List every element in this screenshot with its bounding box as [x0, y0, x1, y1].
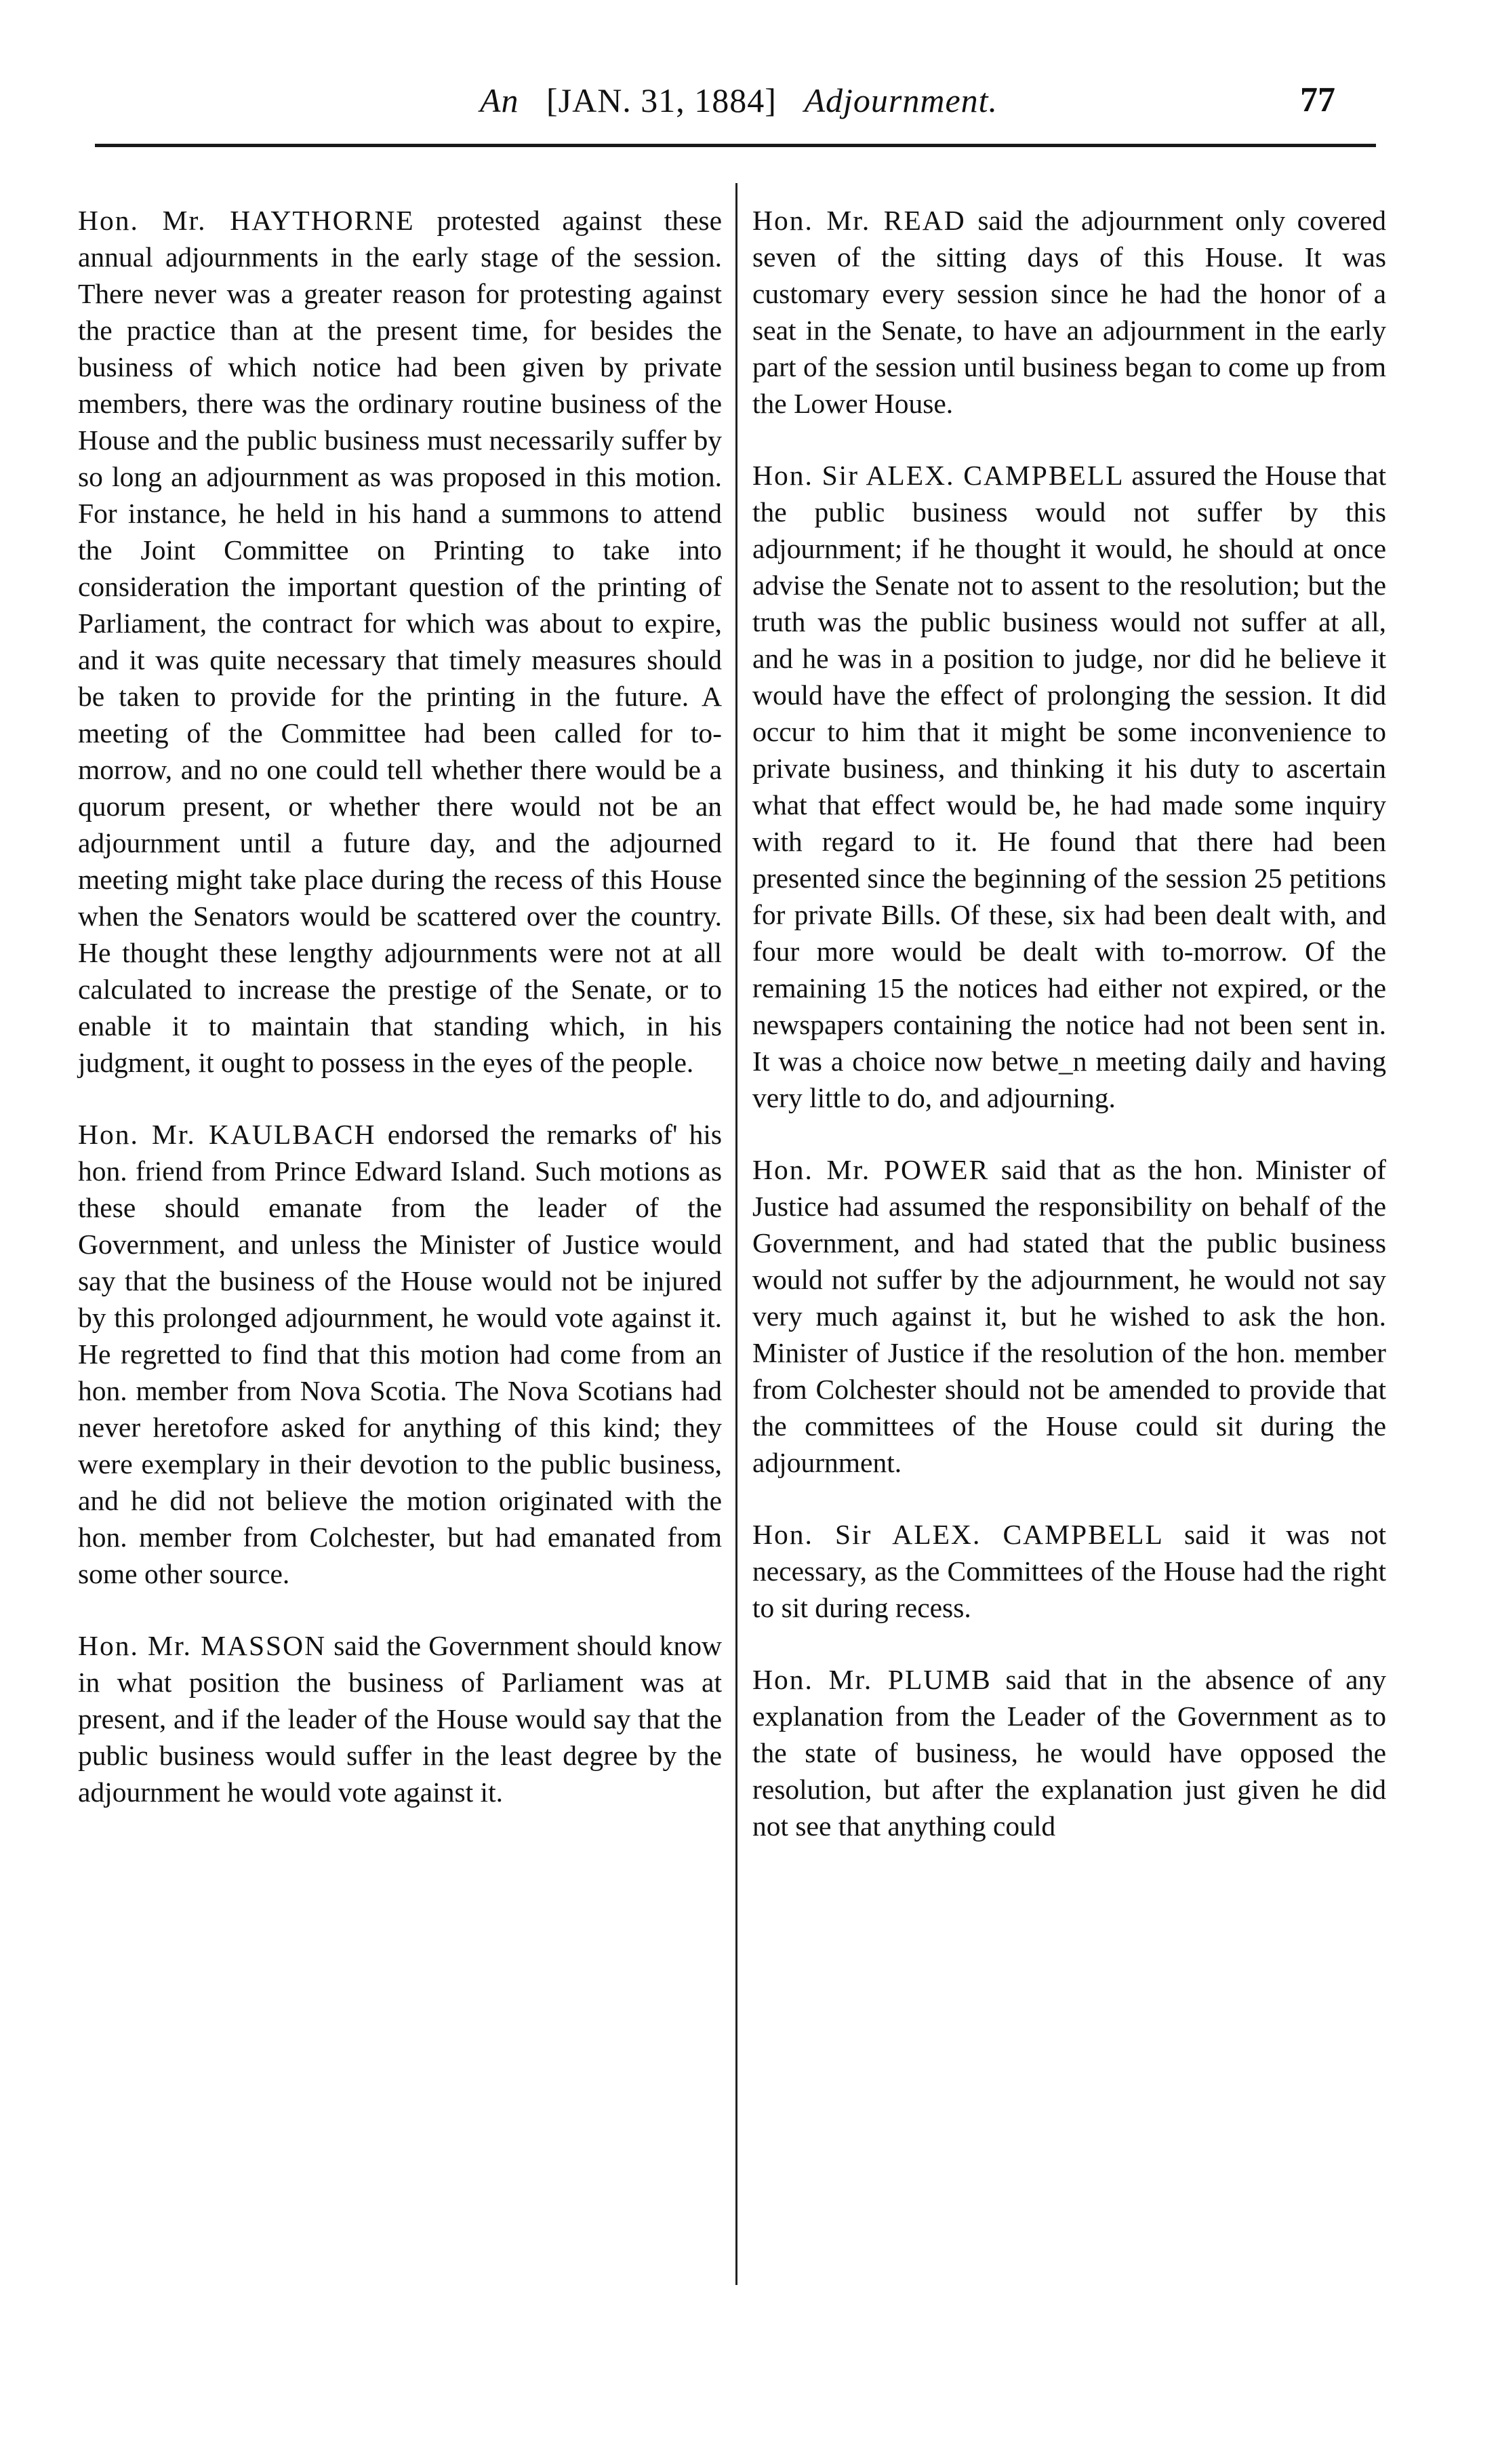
speaker-name: Hon. Mr. PLUMB — [752, 1664, 992, 1695]
speaker-name: Hon. Mr. READ — [752, 205, 966, 236]
left-column — [78, 202, 722, 1846]
running-head-right: Adjournment. — [804, 81, 998, 119]
running-head-date: [JAN. 31, 1884] — [546, 81, 777, 119]
speaker-name: Hon. Mr. POWER — [752, 1154, 990, 1185]
speaker-name: Hon. Mr. KAULBACH — [78, 1119, 376, 1150]
speaker-name: Hon. Sir ALEX. CAMPBELL — [752, 460, 1125, 491]
speech-text: said the adjournment only covered seven of the sitting days of this House. It was customary every session since he had the honor of a seat in the Senate, to have an adjournment in the early part of the session until business began to come up from the Lower House. — [752, 205, 1386, 419]
speaker-name: Hon. Mr. MASSON — [78, 1630, 327, 1661]
speech-text: said that as the hon. Minister of Justice had assumed the responsibility on behalf of the Government, and had stated that the public business would not suffer by the adjournment, he would not say very much against it, but he wished to ask the hon. Minister of Justice if the resolution of the hon. member from Colchester should not be amended to provide that the committees of the House could sit during the adjournment. — [752, 1154, 1386, 1478]
speech-text: said it was not necessary, as the Committees of the House had the right to sit during recess. — [752, 1519, 1386, 1623]
speaker-name: Hon. Sir ALEX. CAMPBELL — [752, 1519, 1164, 1550]
speech-text: said that in the absence of any explanation from the Leader of the Government as to the state of business, he would have opposed the resolution, but after the explanation just given he did not see that anything could — [752, 1664, 1386, 1842]
speech-paragraph — [752, 1516, 1386, 1626]
speech-text: endorsed the remarks of' his hon. friend from Prince Edward Island. Such motions as these should emanate from the leader of the Government, and unless the Minister of Justice would say that the business of the House would not be injured by this prolonged adjournment, he would vote against it. He regretted to find that this motion had come from an hon. member from Nova Scotia. The Nova Scotians had never heretofore asked for anything of this kind; they were exemplary in their devotion to the public business, and he did not believe the motion originated with the hon. member from Colchester, but had emanated from some other source. — [78, 1119, 723, 1589]
page-header — [95, 80, 1383, 134]
page-number: 77 — [1300, 81, 1335, 119]
speech-paragraph — [752, 457, 1386, 1116]
right-column — [752, 202, 1386, 1880]
running-head — [95, 80, 1383, 121]
column-divider — [735, 183, 737, 2285]
speech-paragraph — [78, 1627, 722, 1810]
speech-paragraph — [752, 1151, 1386, 1481]
running-head-left: An — [479, 81, 519, 119]
header-rule — [95, 144, 1376, 147]
speech-paragraph — [78, 1116, 722, 1592]
speech-paragraph — [752, 202, 1386, 422]
speech-paragraph — [78, 202, 722, 1081]
speech-text: assured the House that the public business would not suffer by this adjournment; if he thought it would, he should at once advise the Senate not to assent to the resolution; but the truth was the public business would not suffer at all, and he was in a position to judge, nor did he believe it would have the effect of prolonging the session. It did occur to him that it might be some inconvenience to private business, and thinking it his duty to ascertain what that effect would be, he had made some inquiry with regard to it. He found that there had been presented since the beginning of the session 25 petitions for private Bills. Of these, six had been dealt with, and four more would be dealt with to-morrow. Of the remaining 15 the notices had either not expired, or the newspapers containing the notice had not been sent in. It was a choice now betwe_n meeting daily and having very little to do, and adjourning. — [752, 460, 1386, 1113]
speaker-name: Hon. Mr. HAYTHORNE — [78, 205, 415, 236]
speech-text: said the Government should know in what position the business of Parliament was at present, and if the leader of the House would say that the public business would suffer in the least degree by the adjournment he would vote against it. — [78, 1630, 723, 1808]
speech-text: protested against these annual adjournments in the early stage of the session. There never was a greater reason for protesting against the practice than at the present time, for besides the business of which notice had been given by private members, there was the ordinary routine business of the House and the public business must necessarily suffer by so long an adjournment as was proposed in this motion. For instance, he held in his hand a summons to attend the Joint Committee on Printing to take into consideration the important question of the printing of Parliament, the contract for which was about to expire, and it was quite necessary that timely measures should be taken to provide for the printing in the future. A meeting of the Committee had been called for to-morrow, and no one could tell whether there would be a quorum present, or whether there would not be an adjournment until a future day, and the adjourned meeting might take place during the recess of this House when the Senators would be scattered over the country. He thought these lengthy adjournments were not at all calculated to increase the prestige of the Senate, or to enable it to maintain that standing which, in his judgment, it ought to possess in the eyes of the people. — [78, 205, 722, 1078]
speech-paragraph — [752, 1661, 1386, 1844]
